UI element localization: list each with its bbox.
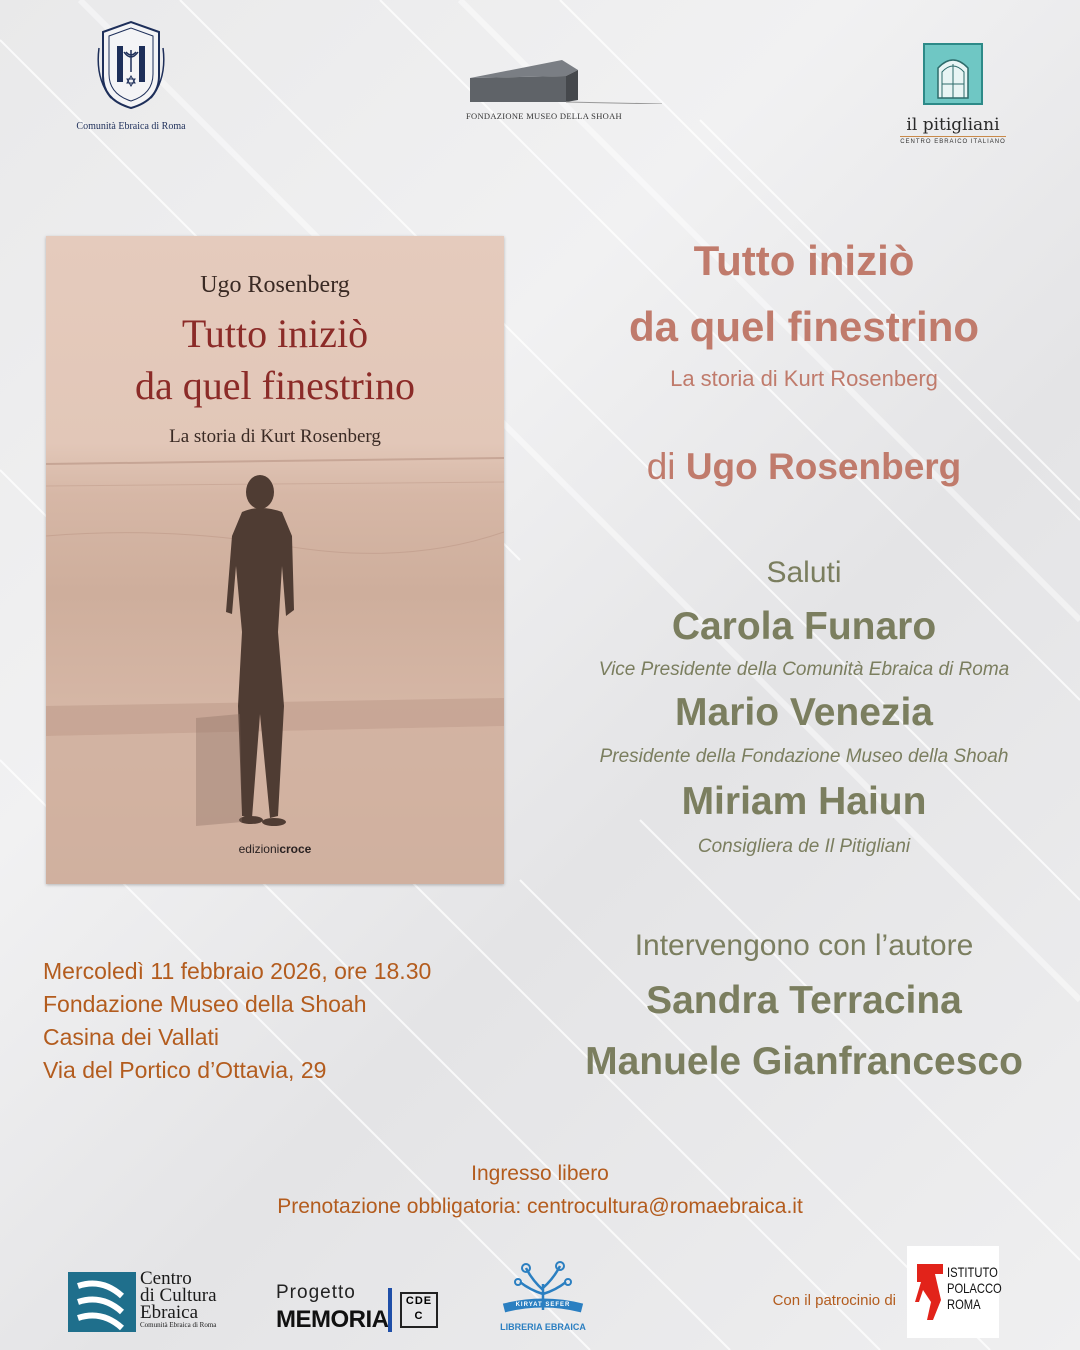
entry-note: Ingresso libero xyxy=(471,1162,609,1185)
ccc-mark-icon xyxy=(68,1272,136,1332)
istituto-polacco-figure-icon xyxy=(913,1260,947,1324)
ccc-line1: Centro xyxy=(140,1268,192,1289)
event-place: Casina dei Vallati xyxy=(43,1024,220,1050)
pitigliani-subtitle: CENTRO EBRAICO ITALIANO xyxy=(900,136,1006,145)
greetings-label: Saluti xyxy=(766,556,842,589)
cover-author: Ugo Rosenberg xyxy=(200,272,350,298)
pitigliani-logo xyxy=(894,42,1012,145)
cover-subtitle: La storia di Kurt Rosenberg xyxy=(169,426,381,447)
speakers-label: Intervengono con l’autore xyxy=(634,929,974,962)
fondazione-museo-shoah-logo xyxy=(466,58,662,121)
event-address: Via del Portico d’Ottavia, 29 xyxy=(43,1057,327,1083)
greeting-role: Vice Presidente della Comunità Ebraica di Roma xyxy=(598,659,1010,680)
ipr-line1: ISTITUTO xyxy=(947,1264,998,1280)
patronage-label: Con il patrocinio di xyxy=(772,1292,896,1309)
publisher-part-b: croce xyxy=(279,842,312,856)
fondazione-museo-shoah-label: FONDAZIONE MUSEO DELLA SHOAH xyxy=(466,111,622,121)
pm-divider xyxy=(388,1288,392,1332)
ks-line2: LIBRERIA EBRAICA xyxy=(500,1322,586,1332)
centro-cultura-ebraica-logo xyxy=(68,1270,238,1334)
ipr-text xyxy=(947,1264,1002,1312)
publisher-part-a: edizioni xyxy=(238,842,280,856)
cdec-badge: CDEC xyxy=(400,1292,438,1328)
event-title-line2: da quel finestrino xyxy=(628,303,980,350)
greeting-name: Mario Venezia xyxy=(675,691,933,734)
ccc-line4: Comunità Ebraica di Roma xyxy=(140,1321,217,1329)
speaker-name: Manuele Gianfrancesco xyxy=(585,1040,1023,1083)
ks-line1: KIRYAT SEFER xyxy=(515,1302,571,1308)
greeting-role: Presidente della Fondazione Museo della Shoah xyxy=(599,746,1009,767)
pitigliani-arch-icon xyxy=(922,42,984,106)
greeting-role: Consigliera de Il Pitigliani xyxy=(697,836,911,857)
booking-note: Prenotazione obbligatoria: centrocultura@romaebraica.it xyxy=(277,1195,803,1218)
event-title-line1: Tutto iniziò xyxy=(693,237,915,284)
pm-line1: Progetto xyxy=(276,1282,356,1303)
ccc-line2: di Cultura xyxy=(140,1285,217,1306)
cover-title-line2: da quel finestrino xyxy=(135,363,415,408)
byline-prefix: di xyxy=(646,446,676,487)
kiryat-sefer-logo xyxy=(496,1260,590,1336)
book-cover xyxy=(46,236,504,884)
ccc-line3: Ebraica xyxy=(140,1302,199,1323)
menorah-crest-icon xyxy=(95,18,167,112)
greeting-name: Miriam Haiun xyxy=(681,780,927,823)
progetto-memoria-logo xyxy=(276,1282,441,1334)
cover-publisher xyxy=(46,842,504,856)
ipr-line2: POLACCO xyxy=(947,1280,1002,1296)
event-venue: Fondazione Museo della Shoah xyxy=(43,991,367,1017)
istituto-polacco-logo xyxy=(907,1246,1002,1338)
event-datetime: Mercoledì 11 febbraio 2026, ore 18.30 xyxy=(43,958,432,984)
speaker-name: Sandra Terracina xyxy=(646,979,962,1022)
museum-building-icon xyxy=(466,58,662,104)
pm-line2: MEMORIA xyxy=(276,1306,389,1333)
greeting-name: Carola Funaro xyxy=(671,605,937,648)
comunita-ebraica-label: Comunità Ebraica di Roma xyxy=(76,121,186,132)
ipr-line3: ROMA xyxy=(947,1296,981,1312)
cover-title-line1: Tutto iniziò xyxy=(181,311,369,356)
event-subtitle: La storia di Kurt Rosenberg xyxy=(670,366,938,391)
byline-author: Ugo Rosenberg xyxy=(685,446,962,487)
ccc-text xyxy=(140,1270,217,1330)
event-info xyxy=(43,955,503,1087)
comunita-ebraica-logo xyxy=(66,18,196,132)
event-byline xyxy=(560,446,1048,488)
pitigliani-name: il pitigliani xyxy=(906,115,1000,135)
